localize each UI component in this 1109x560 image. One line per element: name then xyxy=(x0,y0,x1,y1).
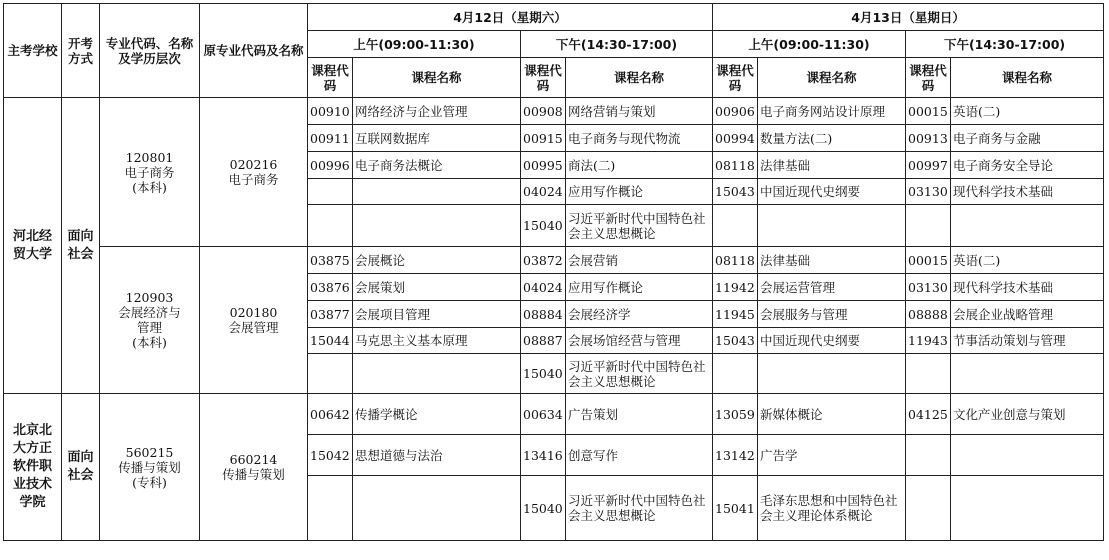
course-name xyxy=(758,354,906,394)
course-name: 商法(二) xyxy=(566,152,713,179)
major-code: 120801 xyxy=(125,149,174,165)
course-code: 15043 xyxy=(713,328,758,354)
course-name: 英语(二) xyxy=(951,247,1104,274)
major-name: 会展经济与管理 xyxy=(118,305,181,335)
course-name: 电子商务与金融 xyxy=(951,125,1104,152)
course-name: 会展企业战略管理 xyxy=(951,301,1104,328)
course-name: 会展运营管理 xyxy=(758,274,906,301)
table-row xyxy=(4,394,1104,435)
course-name: 会展项目管理 xyxy=(353,301,521,328)
orig-major-cell xyxy=(200,98,308,247)
orig-major-name: 电子商务 xyxy=(228,172,279,187)
course-code: 11943 xyxy=(906,328,951,354)
day2-header: 4月13日（星期日） xyxy=(713,4,1104,31)
course-name: 会展服务与管理 xyxy=(758,301,906,328)
course-code: 00997 xyxy=(906,152,951,179)
course-code: 08118 xyxy=(713,152,758,179)
course-code: 13416 xyxy=(521,435,566,476)
course-name: 法律基础 xyxy=(758,152,906,179)
course-code xyxy=(713,205,758,247)
course-name: 网络经济与企业管理 xyxy=(353,98,521,125)
day2-pm-header: 下午(14:30-17:00) xyxy=(906,31,1104,58)
course-code: 03872 xyxy=(521,247,566,274)
course-name-header: 课程名称 xyxy=(758,58,906,98)
course-code: 04024 xyxy=(521,274,566,301)
course-name: 毛泽东思想和中国特色社会主义理论体系概论 xyxy=(758,476,906,541)
course-name: 习近平新时代中国特色社会主义思想概论 xyxy=(566,476,713,541)
major-level: (本科) xyxy=(132,335,167,350)
exam-mode: 面向社会 xyxy=(62,98,100,394)
course-name: 思想道德与法治 xyxy=(353,435,521,476)
course-name: 会展经济学 xyxy=(566,301,713,328)
course-code: 08118 xyxy=(713,247,758,274)
school-name: 河北经贸大学 xyxy=(4,98,62,394)
course-name: 会展策划 xyxy=(353,274,521,301)
day1-header: 4月12日（星期六） xyxy=(308,4,713,31)
course-code xyxy=(308,205,353,247)
major-level: (本科) xyxy=(132,179,167,195)
orig-major-name: 传播与策划 xyxy=(222,467,285,482)
course-code: 15040 xyxy=(521,205,566,247)
table-row xyxy=(4,247,1104,274)
course-name: 广告策划 xyxy=(566,394,713,435)
course-code: 00995 xyxy=(521,152,566,179)
day1-pm-header: 下午(14:30-17:00) xyxy=(521,31,713,58)
course-name: 会展概论 xyxy=(353,247,521,274)
major-header: 专业代码、名称及学历层次 xyxy=(100,4,200,98)
course-code: 15040 xyxy=(521,354,566,394)
course-name: 习近平新时代中国特色社会主义思想概论 xyxy=(566,205,713,247)
major-level: (专科) xyxy=(132,474,167,490)
course-code: 00994 xyxy=(713,125,758,152)
course-name: 广告学 xyxy=(758,435,906,476)
course-code xyxy=(308,354,353,394)
course-name-header: 课程名称 xyxy=(951,58,1104,98)
course-name: 新媒体概论 xyxy=(758,394,906,435)
major-cell xyxy=(100,247,200,394)
major-cell xyxy=(100,98,200,247)
course-name: 电子商务法概论 xyxy=(353,152,521,179)
course-name: 电子商务与现代物流 xyxy=(566,125,713,152)
course-name: 马克思主义基本原理 xyxy=(353,328,521,354)
course-code: 03876 xyxy=(308,274,353,301)
major-cell xyxy=(100,394,200,541)
exam-mode: 面向社会 xyxy=(62,394,100,541)
course-code xyxy=(308,179,353,205)
orig-major-code: 020180 xyxy=(229,305,278,320)
course-code: 15042 xyxy=(308,435,353,476)
course-code: 00015 xyxy=(906,247,951,274)
course-code: 03875 xyxy=(308,247,353,274)
course-code: 11945 xyxy=(713,301,758,328)
course-name xyxy=(951,476,1104,541)
course-code: 15040 xyxy=(521,476,566,541)
course-name xyxy=(951,205,1104,247)
course-code: 00015 xyxy=(906,98,951,125)
course-code-header: 课程代码 xyxy=(713,58,758,98)
day1-am-header: 上午(09:00-11:30) xyxy=(308,31,521,58)
orig-major-header: 原专业代码及名称 xyxy=(200,4,308,98)
orig-major-cell xyxy=(200,394,308,541)
major-name: 传播与策划 xyxy=(118,459,181,475)
course-name: 电子商务安全导论 xyxy=(951,152,1104,179)
course-name: 现代科学技术基础 xyxy=(951,274,1104,301)
course-code-header: 课程代码 xyxy=(906,58,951,98)
course-code: 15043 xyxy=(713,179,758,205)
course-code: 08884 xyxy=(521,301,566,328)
course-name xyxy=(353,354,521,394)
course-code: 13059 xyxy=(713,394,758,435)
course-code: 04024 xyxy=(521,179,566,205)
course-code-header: 课程代码 xyxy=(308,58,353,98)
course-code xyxy=(906,435,951,476)
course-code xyxy=(713,354,758,394)
course-name: 节事活动策划与管理 xyxy=(951,328,1104,354)
course-name: 网络营销与策划 xyxy=(566,98,713,125)
day2-am-header: 上午(09:00-11:30) xyxy=(713,31,906,58)
course-code: 00913 xyxy=(906,125,951,152)
table-row xyxy=(4,98,1104,125)
course-code xyxy=(906,205,951,247)
course-code: 11942 xyxy=(713,274,758,301)
course-name xyxy=(353,205,521,247)
major-name: 电子商务 xyxy=(124,164,175,180)
course-code: 13142 xyxy=(713,435,758,476)
course-code: 00634 xyxy=(521,394,566,435)
course-name: 习近平新时代中国特色社会主义思想概论 xyxy=(566,354,713,394)
major-code: 560215 xyxy=(125,444,174,460)
course-name: 英语(二) xyxy=(951,98,1104,125)
course-code: 00642 xyxy=(308,394,353,435)
course-code: 00911 xyxy=(308,125,353,152)
course-code: 00910 xyxy=(308,98,353,125)
course-code: 03130 xyxy=(906,274,951,301)
course-code: 08887 xyxy=(521,328,566,354)
course-name: 中国近现代史纲要 xyxy=(758,179,906,205)
course-name: 会展场馆经营与管理 xyxy=(566,328,713,354)
orig-major-name: 会展管理 xyxy=(228,320,279,335)
course-code xyxy=(906,354,951,394)
course-name: 法律基础 xyxy=(758,247,906,274)
course-name: 数量方法(二) xyxy=(758,125,906,152)
course-name xyxy=(951,354,1104,394)
course-code-header: 课程代码 xyxy=(521,58,566,98)
course-code xyxy=(308,476,353,541)
course-name-header: 课程名称 xyxy=(566,58,713,98)
course-name-header: 课程名称 xyxy=(353,58,521,98)
course-code: 00908 xyxy=(521,98,566,125)
course-code: 04125 xyxy=(906,394,951,435)
course-code: 08888 xyxy=(906,301,951,328)
exam-schedule-table xyxy=(3,3,1104,541)
course-code: 00915 xyxy=(521,125,566,152)
mode-header: 开考方式 xyxy=(62,4,100,98)
orig-major-code: 020216 xyxy=(229,157,278,172)
orig-major-code: 660214 xyxy=(229,452,278,467)
major-code: 120903 xyxy=(125,290,174,305)
course-name xyxy=(353,476,521,541)
course-name: 会展营销 xyxy=(566,247,713,274)
course-name: 传播学概论 xyxy=(353,394,521,435)
course-name: 现代科学技术基础 xyxy=(951,179,1104,205)
course-name: 应用写作概论 xyxy=(566,274,713,301)
course-name xyxy=(758,205,906,247)
course-code: 15044 xyxy=(308,328,353,354)
course-code xyxy=(906,476,951,541)
orig-major-cell xyxy=(200,247,308,394)
school-header: 主考学校 xyxy=(4,4,62,98)
course-name: 电子商务网站设计原理 xyxy=(758,98,906,125)
header-row-1 xyxy=(4,4,1104,31)
course-code: 15041 xyxy=(713,476,758,541)
course-code: 00906 xyxy=(713,98,758,125)
course-name: 互联网数据库 xyxy=(353,125,521,152)
course-name: 创意写作 xyxy=(566,435,713,476)
course-name xyxy=(951,435,1104,476)
course-code: 03877 xyxy=(308,301,353,328)
course-code: 00996 xyxy=(308,152,353,179)
course-name: 文化产业创意与策划 xyxy=(951,394,1104,435)
course-name: 应用写作概论 xyxy=(566,179,713,205)
course-code: 03130 xyxy=(906,179,951,205)
course-name: 中国近现代史纲要 xyxy=(758,328,906,354)
school-name: 北京北大方正软件职业技术学院 xyxy=(4,394,62,541)
course-name xyxy=(353,179,521,205)
